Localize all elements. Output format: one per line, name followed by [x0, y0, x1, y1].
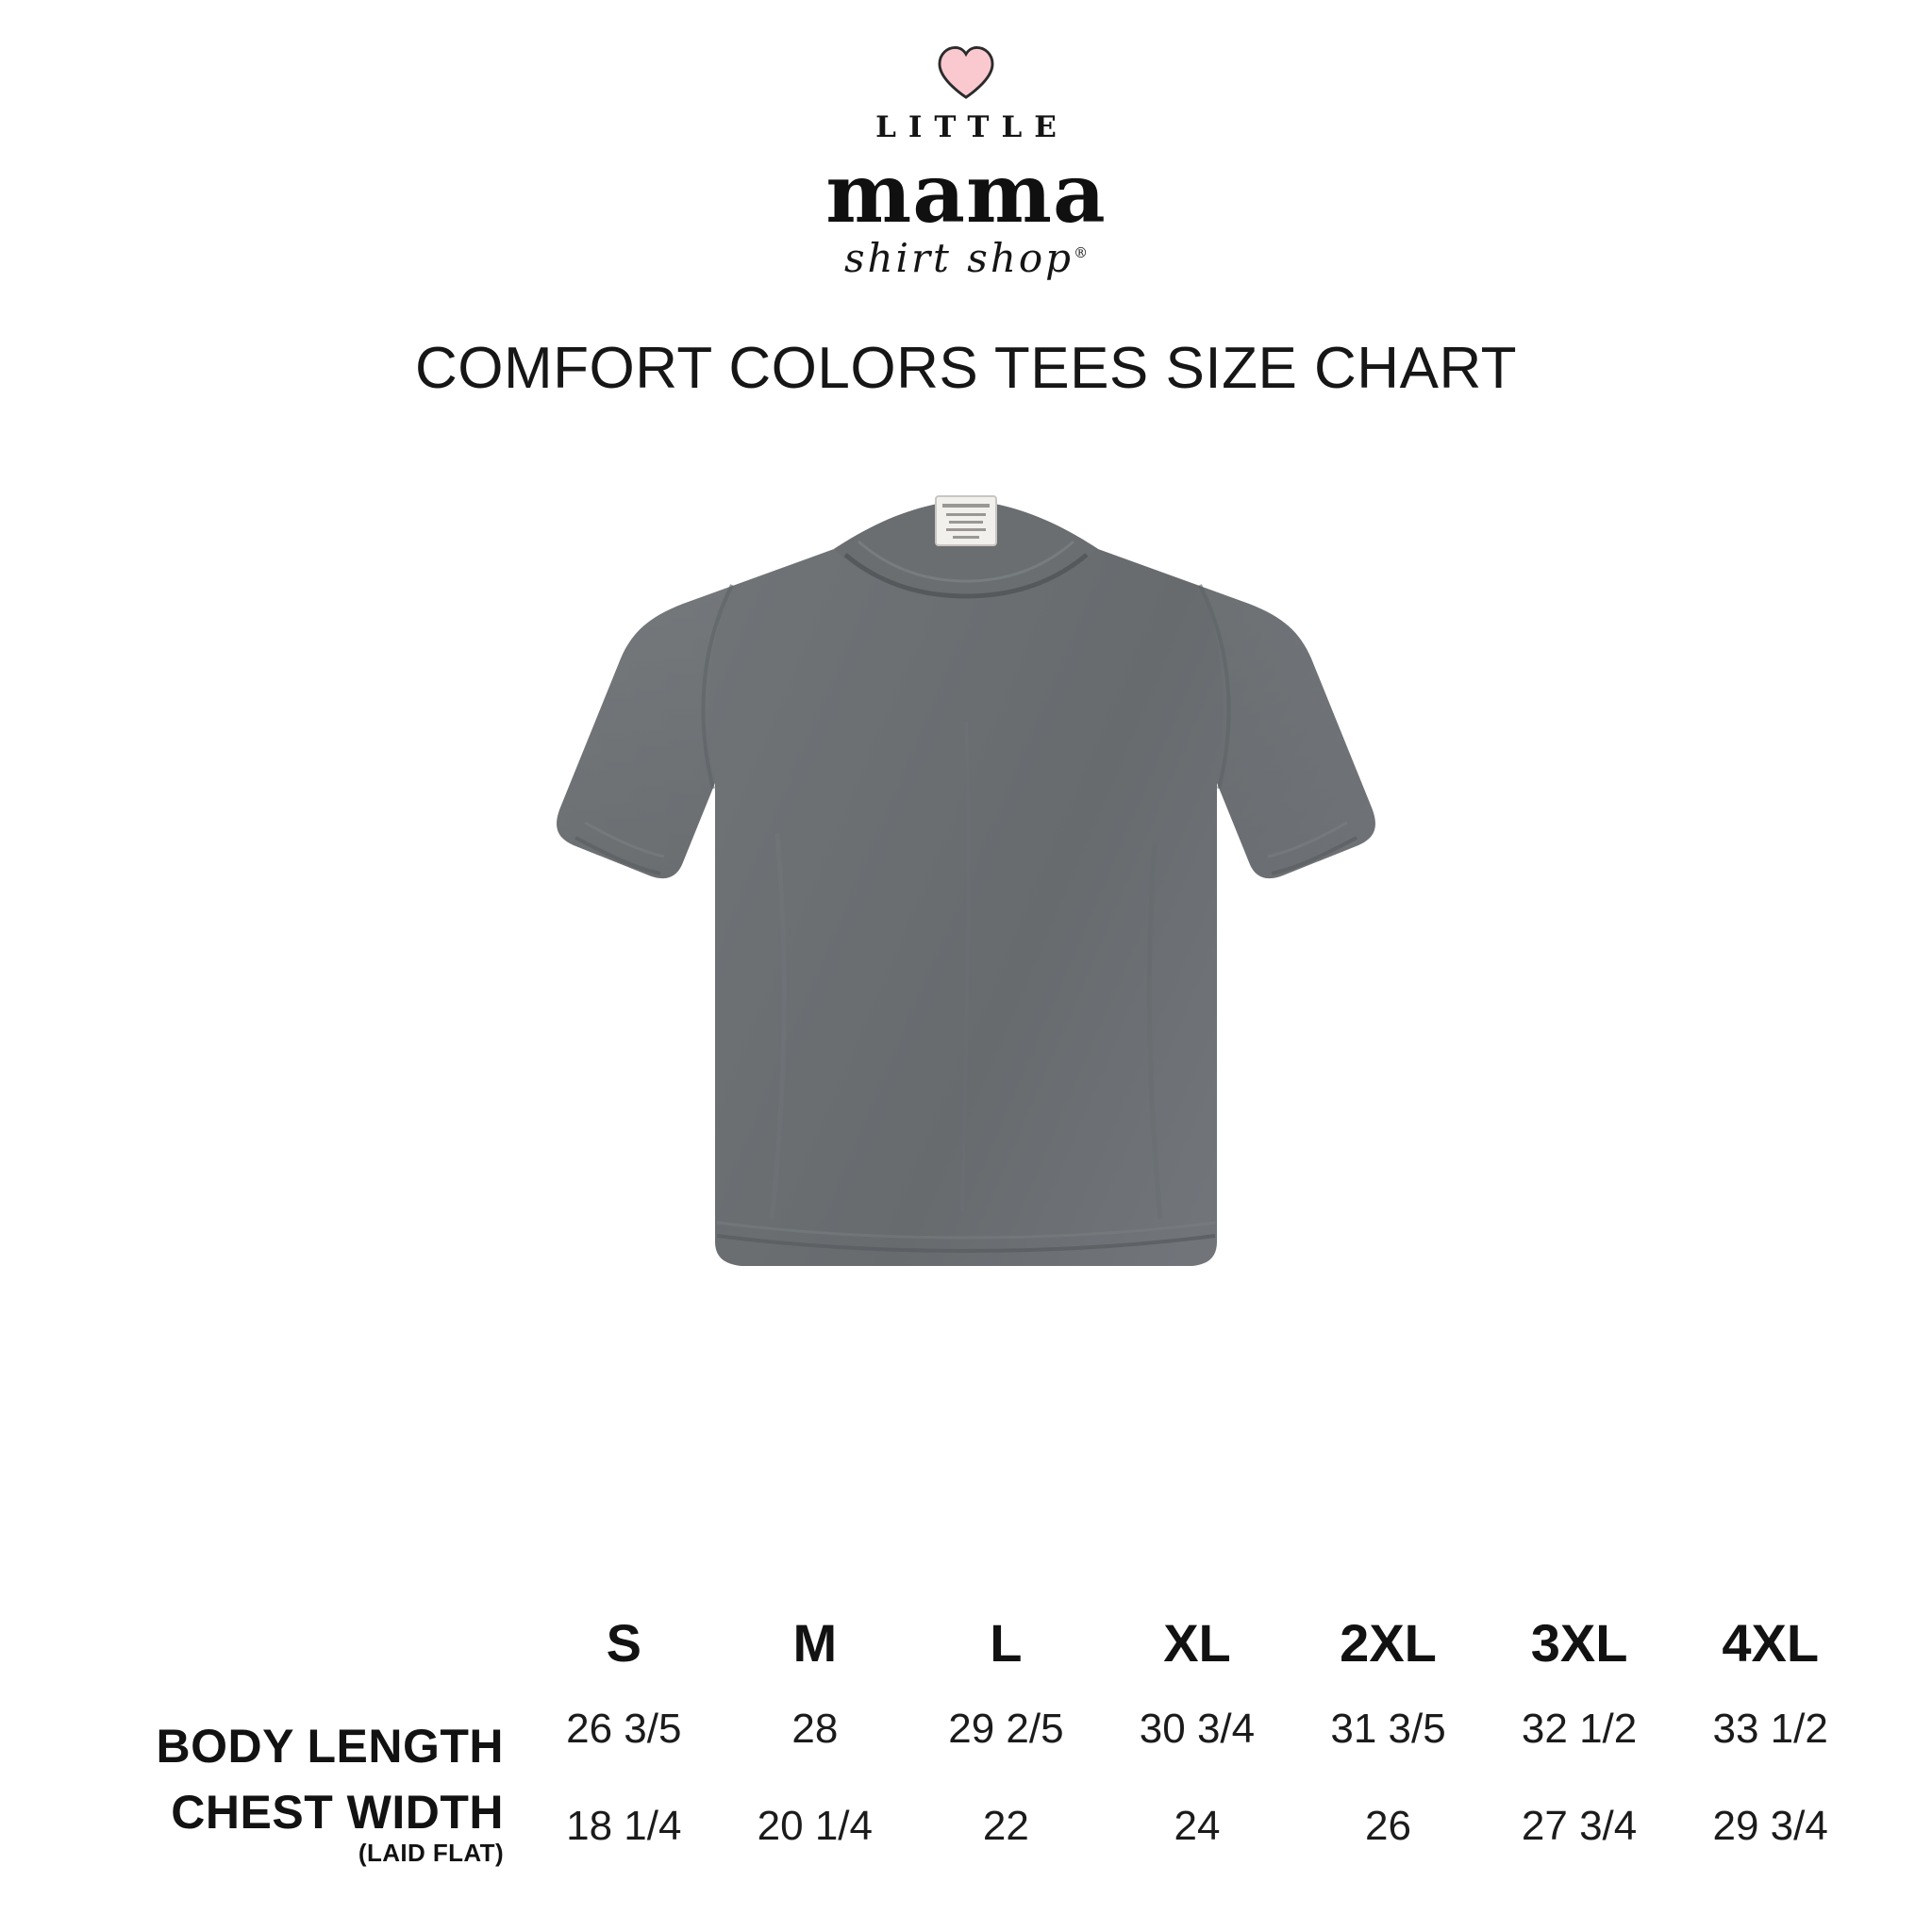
body-length-s: 26 3/5 — [566, 1705, 682, 1752]
page-title: COMFORT COLORS TEES SIZE CHART — [415, 336, 1517, 402]
row-label-chest-width-sub: (LAID FLAT) — [358, 1838, 504, 1867]
size-header-3xl: 3XL — [1530, 1612, 1628, 1673]
row-label-chest-width — [85, 1787, 528, 1866]
table-header-row — [85, 1612, 1866, 1706]
table-row — [85, 1706, 1866, 1787]
table-row — [85, 1787, 1866, 1866]
row-label-chest-width-text: CHEST WIDTH — [171, 1785, 504, 1839]
size-header-s: S — [606, 1612, 641, 1673]
brand-logo — [0, 0, 1932, 282]
product-image — [0, 438, 1932, 1381]
chest-width-s: 18 1/4 — [566, 1802, 682, 1849]
body-length-m: 28 — [791, 1705, 839, 1752]
grey-tshirt-illustration — [494, 438, 1438, 1381]
body-length-2xl: 31 3/5 — [1330, 1705, 1446, 1752]
heart-icon — [937, 45, 995, 100]
size-header-2xl: 2XL — [1340, 1612, 1437, 1673]
body-length-3xl: 32 1/2 — [1521, 1705, 1638, 1752]
chest-width-3xl: 27 3/4 — [1521, 1802, 1638, 1849]
chest-width-2xl: 26 — [1365, 1802, 1411, 1849]
size-header-xl: XL — [1163, 1612, 1231, 1673]
registered-mark: ® — [1074, 244, 1089, 262]
chest-width-m: 20 1/4 — [757, 1802, 874, 1849]
row-label-body-length-text: BODY LENGTH — [156, 1719, 504, 1773]
logo-line-little: LITTLE — [875, 110, 1069, 144]
chest-width-4xl: 29 3/4 — [1712, 1802, 1828, 1849]
size-header-4xl: 4XL — [1722, 1612, 1820, 1673]
body-length-4xl: 33 1/2 — [1712, 1705, 1828, 1752]
body-length-xl: 30 3/4 — [1139, 1705, 1256, 1752]
logo-line-mama: mama — [825, 146, 1107, 242]
size-chart-table — [85, 1612, 1866, 1866]
body-length-l: 29 2/5 — [948, 1705, 1064, 1752]
chest-width-l: 22 — [982, 1802, 1029, 1849]
size-header-m: M — [792, 1612, 838, 1673]
logo-line-shirtshop — [843, 235, 1089, 282]
row-label-body-length — [85, 1706, 528, 1787]
chest-width-xl: 24 — [1174, 1802, 1221, 1849]
logo-shirtshop-text: shirt shop — [843, 235, 1074, 282]
corner-cell — [85, 1612, 528, 1706]
size-header-l: L — [990, 1612, 1023, 1673]
